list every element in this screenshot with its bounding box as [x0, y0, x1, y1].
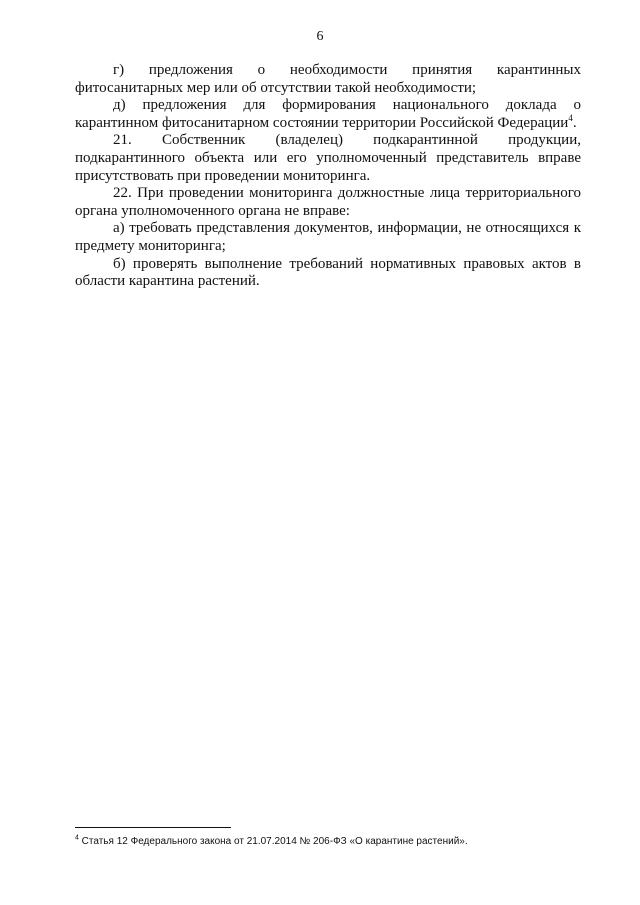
footnote-separator — [75, 827, 231, 828]
document-body — [75, 62, 581, 291]
paragraph-22 — [75, 185, 581, 220]
paragraph-b — [75, 256, 581, 291]
paragraph-text: а) требовать представления документов, информации, не относящихся к предмету мониторинга; — [75, 220, 581, 254]
page-number: 6 — [316, 29, 324, 44]
paragraph-text: д) предложения для формирования национального доклада о карантинном фитосанитарном состоянии территории Российской Федерации — [75, 97, 581, 131]
footnote-marker: 4 — [75, 834, 79, 842]
paragraph-text: г) предложения о необходимости принятия карантинных фитосанитарных мер или об отсутствии такой необходимости; — [75, 62, 581, 96]
paragraph-text: б) проверять выполнение требований нормативных правовых актов в области карантина растений. — [75, 255, 581, 290]
paragraph-21 — [75, 132, 581, 185]
paragraph-period: . — [572, 114, 577, 131]
paragraph-text: 22. При проведении мониторинга должностные лица территориального органа уполномоченного органа не вправе: — [75, 185, 581, 219]
footnote-text: Статья 12 Федерального закона от 21.07.2014 № 206-ФЗ «О карантине растений». — [78, 836, 468, 847]
paragraph-text: 21. Собственник (владелец) подкарантинной продукции, подкарантинного объекта или его уполномоченный представитель вправе присутствовать при проведении мониторинга. — [75, 132, 581, 184]
paragraph-a — [75, 220, 581, 255]
paragraph-d — [75, 97, 581, 132]
footnote — [75, 836, 581, 848]
paragraph-g — [75, 62, 581, 97]
footnote-reference: 4 — [568, 112, 573, 123]
